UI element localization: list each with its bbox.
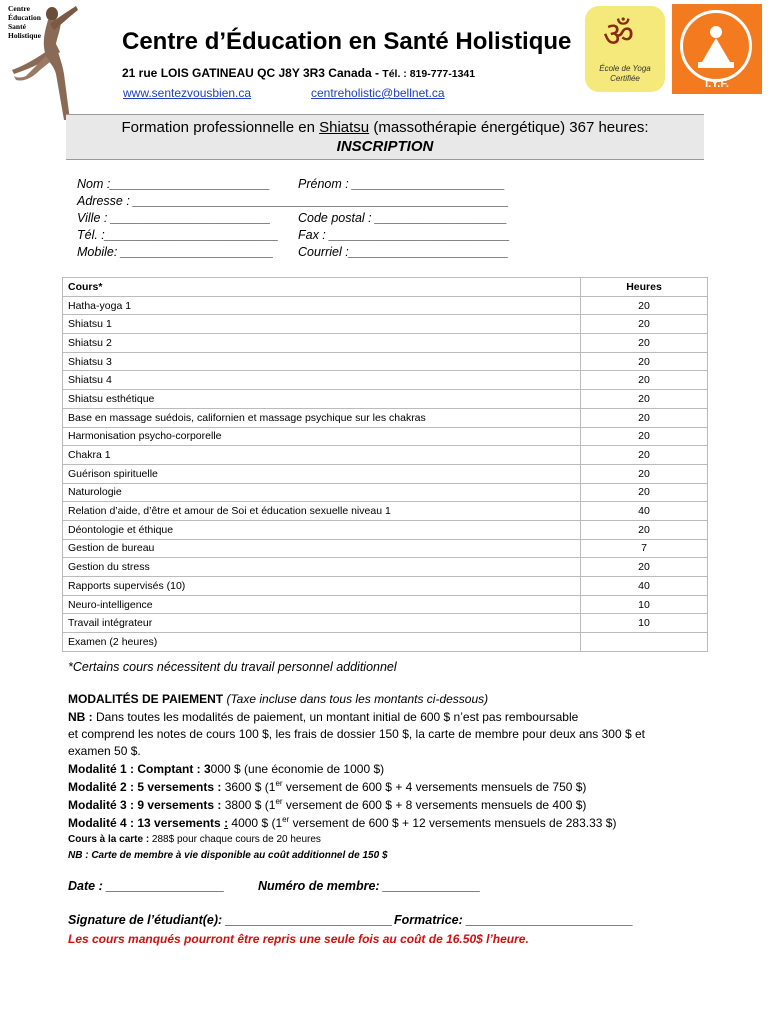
modalite-colon: : [224,816,229,830]
table-row [63,427,708,446]
centre-logo [4,4,104,122]
course-name-cell: Gestion du stress [63,558,581,577]
modalite-text: 3800 $ (1 [224,798,276,812]
yoga-school-logo [585,6,665,92]
course-name-cell: Naturologie [63,483,581,502]
table-row [63,614,708,633]
yoga-logo-caption: École de Yoga Certifiée [599,64,651,83]
formatrice-field[interactable]: Formatrice: ________________________ [394,913,634,927]
table-row [63,539,708,558]
superscript: er [275,779,283,788]
table-row [63,352,708,371]
table-row [63,577,708,596]
mobile-field[interactable]: Mobile: ______________________ [77,245,274,259]
course-hours-cell: 20 [581,296,708,315]
email-link[interactable]: centreholistic@bellnet.ca [311,86,445,100]
code-postal-field[interactable]: Code postal : ___________________ [298,211,508,225]
course-name-cell: Shiatsu 3 [63,352,581,371]
course-name-cell: Harmonisation psycho-corporelle [63,427,581,446]
nb-line-2: et comprend les notes de cours 100 $, les frais de dossier 150 $, la carte de membre pour deux ans 300 $ et [68,727,646,741]
course-banner [66,114,704,160]
table-header-row [63,278,708,297]
course-hours-cell: 20 [581,446,708,465]
table-row [63,520,708,539]
course-name-cell: Rapports supervisés (10) [63,577,581,596]
table-row [63,502,708,521]
numero-membre-field[interactable]: Numéro de membre: ______________ [258,879,481,893]
iyf-caption: I.Y.F. [705,78,729,90]
course-name-cell: Shiatsu esthétique [63,390,581,409]
modalite-text: versement de 600 $ + 12 versements mensuels de 283.33 $) [289,816,617,830]
carte-label: Cours à la carte : [68,834,152,845]
payment-tax-note: (Taxe incluse dans tous les montants ci-dessous) [223,692,489,706]
adresse-field[interactable]: Adresse : ______________________________________________________ [77,194,509,208]
superscript: er [282,815,290,824]
course-hours-cell: 20 [581,390,708,409]
modalite-label: Modalité 4 : 13 versements [68,816,225,830]
fax-field[interactable]: Fax : __________________________ [298,228,511,242]
modalite-text: 4000 $ (1 [228,816,283,830]
signature-field[interactable]: Signature de l’étudiant(e): ________________________ [68,913,393,927]
table-row [63,408,708,427]
table-row [63,334,708,353]
table-row [63,446,708,465]
logo-text-line: Centre [8,4,30,13]
modalite-2 [68,779,586,794]
banner-shiatsu: Shiatsu [319,119,370,136]
course-table [62,277,708,652]
cours-a-la-carte [68,834,321,845]
date-field[interactable]: Date : _________________ [68,879,225,893]
website-link[interactable]: www.sentezvousbien.ca [123,86,252,100]
payment-title [68,692,488,706]
table-row [63,296,708,315]
modalite-3 [68,797,586,812]
address: 21 rue LOIS GATINEAU QC J8Y 3R3 Canada - [122,66,383,80]
courriel-field[interactable]: Courriel :_______________________ [298,245,509,259]
course-name-cell: Neuro-intelligence [63,595,581,614]
course-hours-cell: 20 [581,464,708,483]
table-row [63,633,708,652]
course-name-cell: Shiatsu 4 [63,371,581,390]
table-row [63,558,708,577]
nb-carte-membre: NB : Carte de membre à vie disponible au coût additionnel de 150 $ [68,850,388,861]
course-hours-cell: 10 [581,614,708,633]
table-row [63,371,708,390]
phone: Tél. : 819-777-1341 [382,68,476,80]
inscription-label: INSCRIPTION [336,138,434,155]
modalite-text: versement de 600 $ + 4 versements mensuels de 750 $) [282,780,587,794]
course-name-cell: Déontologie et éthique [63,520,581,539]
additional-work-note: *Certains cours nécessitent du travail personnel additionnel [68,660,397,674]
nb-line-1 [68,710,578,724]
course-hours-cell: 20 [581,520,708,539]
modalite-label: Modalité 1 : Comptant : 3 [68,762,211,776]
table-row [63,315,708,334]
course-hours-cell: 20 [581,483,708,502]
course-name-cell: Shiatsu 2 [63,334,581,353]
course-hours-cell: 20 [581,352,708,371]
course-hours-cell: 20 [581,315,708,334]
modalite-text: 000 $ (une économie de 1000 $) [210,762,385,776]
course-hours-cell: 10 [581,595,708,614]
course-hours-cell: 20 [581,408,708,427]
course-hours-cell: 20 [581,558,708,577]
prenom-field[interactable]: Prénom : ______________________ [298,177,506,191]
course-name-cell: Shiatsu 1 [63,315,581,334]
table-row [63,483,708,502]
nb-text: Dans toutes les modalités de paiement, un montant initial de 600 $ n’est pas remboursable [96,710,579,724]
banner-suffix: (massothérapie énergétique) 367 heures: [369,119,649,136]
course-hours-cell: 40 [581,502,708,521]
course-name-cell: Gestion de bureau [63,539,581,558]
address-line [122,66,475,80]
course-hours-cell: 20 [581,427,708,446]
course-hours-cell: 7 [581,539,708,558]
payment-heading: MODALITÉS DE PAIEMENT [68,692,224,706]
course-name-cell: Base en massage suédois, californien et massage psychique sur les chakras [63,408,581,427]
course-name-cell: Travail intégrateur [63,614,581,633]
ville-field[interactable]: Ville : _______________________ [77,211,271,225]
table-row [63,390,708,409]
makeup-warning: Les cours manqués pourront être repris une seule fois au coût de 16.50$ l’heure. [68,932,529,946]
tel-field[interactable]: Tél. :_________________________ [77,228,279,242]
hours-column-header: Heures [581,278,708,297]
logo-text-line: Holistique [8,31,41,40]
iyf-logo [672,4,762,94]
carte-text: 288$ pour chaque cours de 20 heures [151,834,321,845]
course-hours-cell: 40 [581,577,708,596]
course-hours-cell: 20 [581,371,708,390]
banner-title [66,119,704,136]
course-column-header: Cours* [63,278,581,297]
nb-line-3: examen 50 $. [68,744,141,758]
modalite-4 [68,815,616,830]
page-title: Centre d’Éducation en Santé Holistique [122,28,572,55]
logo-text-line: Éducation [8,13,41,22]
table-row [63,464,708,483]
nb-label: NB : [68,710,96,724]
dancer-silhouette-icon [4,4,104,122]
modalite-1 [68,762,384,776]
table-row [63,595,708,614]
course-hours-cell [581,633,708,652]
modalite-label: Modalité 2 : 5 versements : [68,780,225,794]
logo-text-line: Santé [8,22,26,31]
course-name-cell: Relation d’aide, d’être et amour de Soi et éducation sexuelle niveau 1 [63,502,581,521]
course-name-cell: Guérison spirituelle [63,464,581,483]
superscript: er [275,797,283,806]
om-icon: ॐ [603,15,635,55]
modalite-label: Modalité 3 : 9 versements : [68,798,225,812]
modalite-text: 3600 $ (1 [224,780,276,794]
modalite-text: versement de 600 $ + 8 versements mensuels de 400 $) [282,798,587,812]
course-name-cell: Hatha-yoga 1 [63,296,581,315]
nom-field[interactable]: Nom :_______________________ [77,177,271,191]
banner-prefix: Formation professionnelle en [121,119,320,136]
course-name-cell: Examen (2 heures) [63,633,581,652]
course-hours-cell: 20 [581,334,708,353]
course-name-cell: Chakra 1 [63,446,581,465]
